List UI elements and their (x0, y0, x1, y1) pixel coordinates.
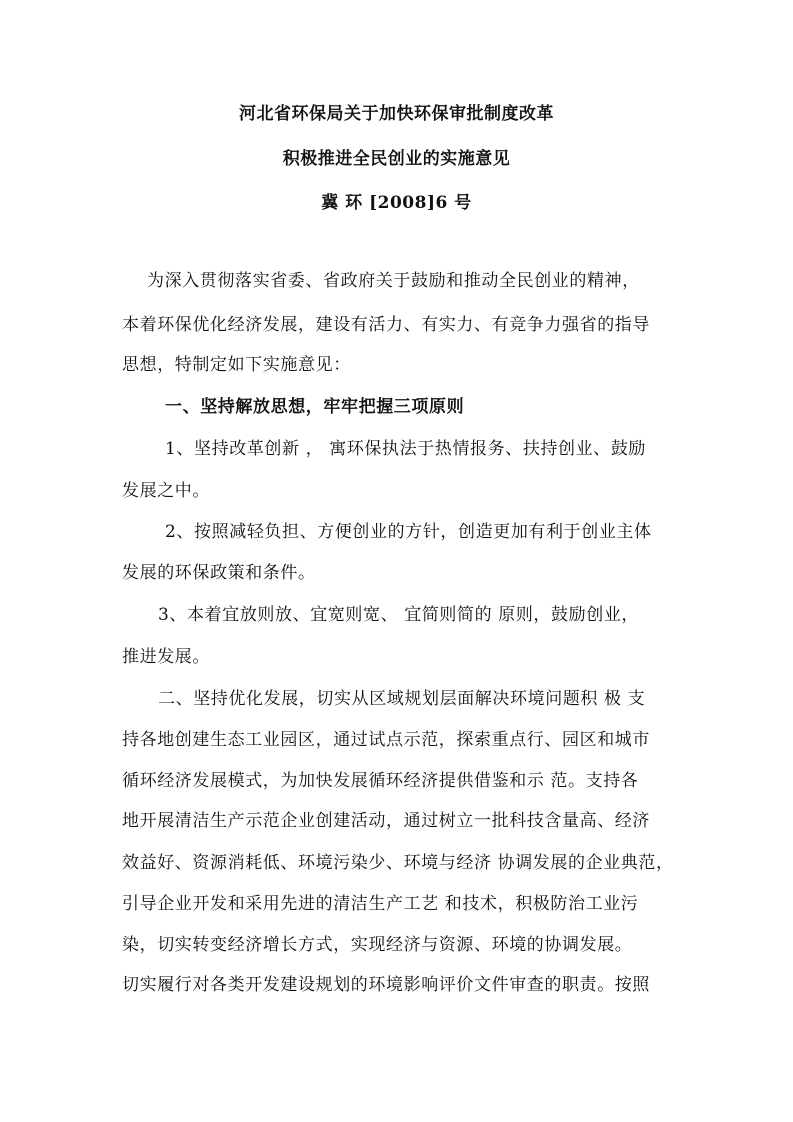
body-line: 为深入贯彻落实省委、省政府关于鼓励和推动全民创业的精神， (147, 271, 640, 291)
body-line: 循环经济发展模式，为加快发展循环经济提供借鉴和示 范。支持各 (122, 771, 639, 791)
body-line: 2、按照减轻负担、方便创业的方针，创造更加有利于创业主体 (165, 522, 652, 542)
body-line: 1、坚持改革创新 ， 寓环保执法于热情报务、扶持创业、鼓励 (165, 439, 647, 459)
body-line: 引导企业开发和采用先进的清洁生产工艺 和技术，积极防治工业污 (122, 894, 639, 914)
body-line: 3、本着宜放则放、宜宽则宽、 宜简则简的 原则，鼓励创业， (158, 605, 640, 625)
body-line: 持各地创建生态工业园区，通过试点示范，探索重点行、园区和城市 (122, 730, 650, 750)
body-line: 效益好、资源消耗低、环境污染少、环境与经济 协调发展的企业典范， (122, 853, 674, 873)
document-number: 冀 环 [2008]6 号 (321, 193, 472, 213)
body-line: 本着环保优化经济发展，建设有活力、有实力、有竞争力强省的指导 (122, 315, 650, 335)
document-title-line-1: 河北省环保局关于加快环保审批制度改革 (239, 104, 554, 124)
body-line: 推进发展。 (122, 647, 210, 667)
document-title-line-2: 积极推进全民创业的实施意见 (282, 149, 511, 169)
body-line: 思想，特制定如下实施意见： (122, 355, 351, 375)
body-line: 发展之中。 (122, 481, 210, 501)
body-line: 切实履行对各类开发建设规划的环境影响评价文件审查的职责。按照 (122, 975, 650, 995)
section-heading-2: 二、坚持优化发展，切实从区域规划层面解决环境问题积 极 支 (158, 689, 646, 709)
body-line: 地开展清洁生产示范企业创建活动，通过树立一批科技含量高、经济 (122, 811, 650, 831)
body-line: 发展的环保政策和条件。 (122, 563, 316, 583)
body-line: 染，切实转变经济增长方式，实现经济与资源、环境的协调发展。 (122, 935, 633, 955)
section-heading-1: 一、坚持解放思想，牢牢把握三项原则 (165, 397, 465, 417)
